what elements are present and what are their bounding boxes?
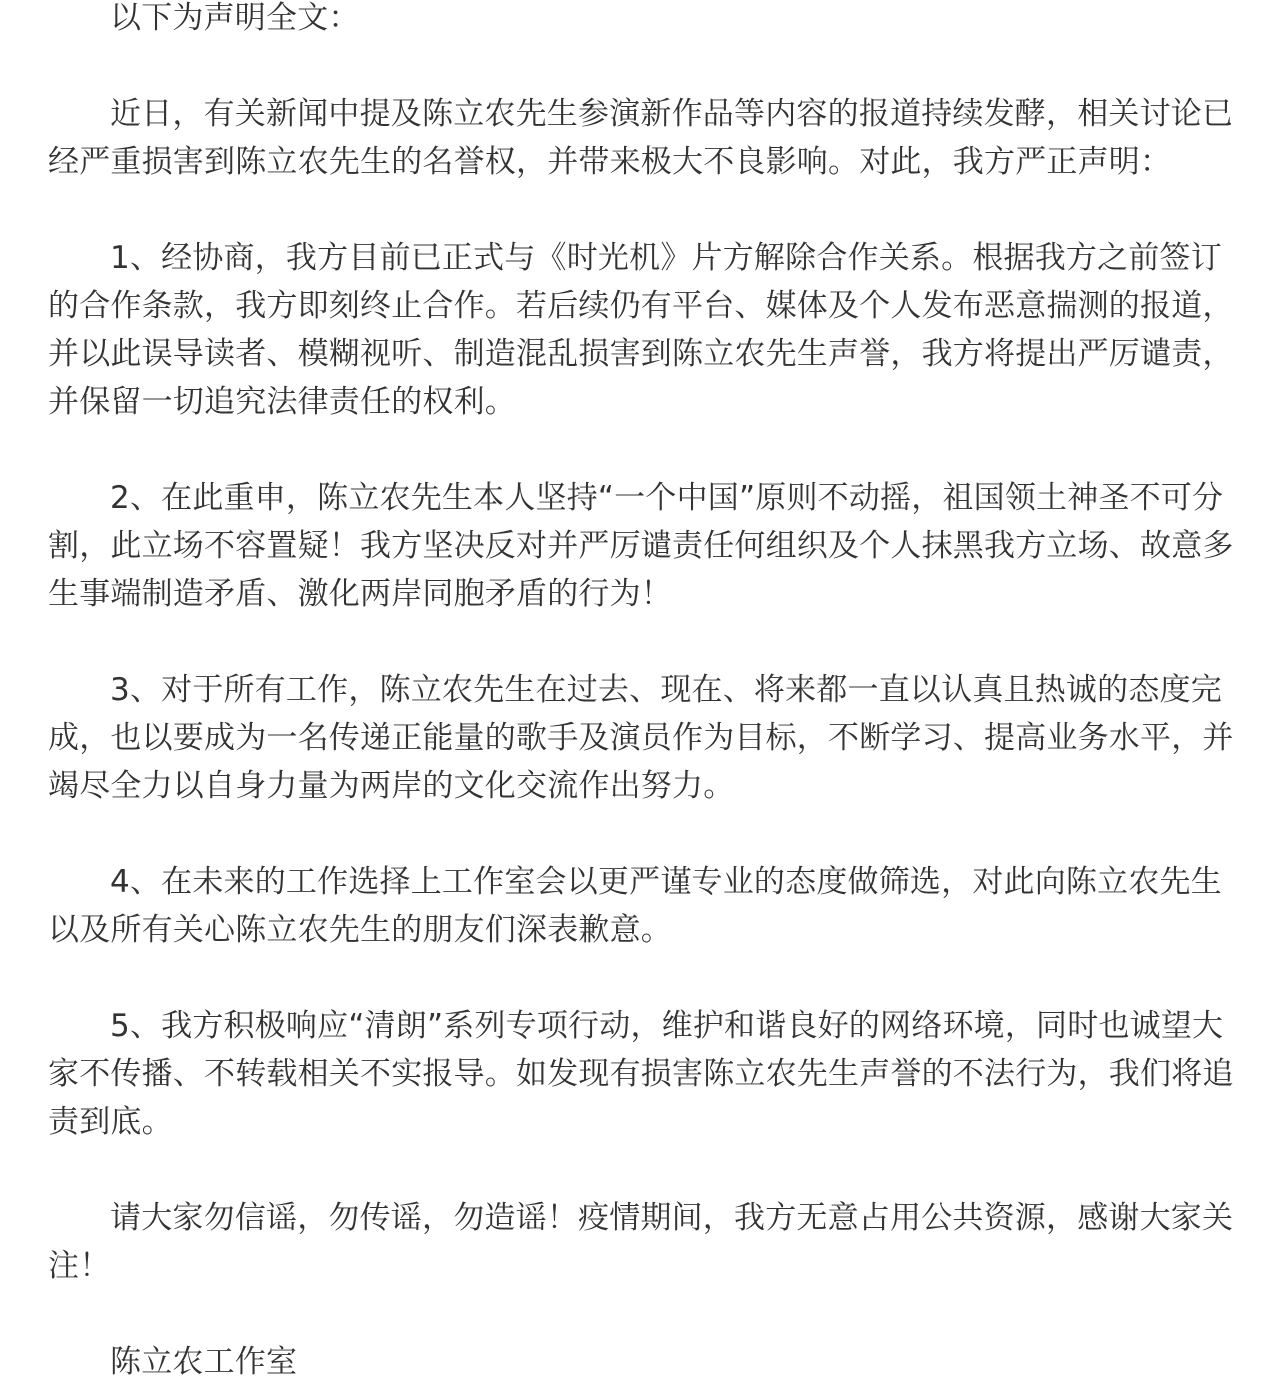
statement-paragraph-1: 1、经协商，我方目前已正式与《时光机》片方解除合作关系。根据我方之前签订的合作条款，我方即刻终止合作。若后续仍有平台、媒体及个人发布恶意揣测的报道，并以此误导读者、模糊视听、制造混乱损害到陈立农先生声誉，我方将提出严厉谴责，并保留一切追究法律责任的权利。 — [48, 240, 1234, 420]
statement-paragraph-opening: 近日，有关新闻中提及陈立农先生参演新作品等内容的报道持续发酵，相关讨论已经严重损害到陈立农先生的名誉权，并带来极大不良影响。对此，我方严正声明： — [48, 96, 1234, 180]
statement-intro: 以下为声明全文： — [110, 0, 360, 36]
statement-closing: 请大家勿信谣，勿传谣，勿造谣！疫情期间，我方无意占用公共资源，感谢大家关注！ — [48, 1200, 1234, 1284]
statement-paragraph-3: 3、对于所有工作，陈立农先生在过去、现在、将来都一直以认真且热诚的态度完成，也以要成为一名传递正能量的歌手及演员作为目标，不断学习、提高业务水平，并竭尽全力以自身力量为两岸的文化交流作出努力。 — [48, 672, 1234, 804]
statement-signature: 陈立农工作室 — [110, 1344, 298, 1380]
statement-paragraph-4: 4、在未来的工作选择上工作室会以更严谨专业的态度做筛选，对此向陈立农先生以及所有关心陈立农先生的朋友们深表歉意。 — [48, 864, 1222, 948]
statement-paragraph-5: 5、我方积极响应“清朗”系列专项行动，维护和谐良好的网络环境，同时也诚望大家不传播、不转载相关不实报导。如发现有损害陈立农先生声誉的不法行为，我们将追责到底。 — [48, 1008, 1234, 1140]
statement-paragraph-2: 2、在此重申，陈立农先生本人坚持“一个中国”原则不动摇，祖国领土神圣不可分割，此立场不容置疑！我方坚决反对并严厉谴责任何组织及个人抹黑我方立场、故意多生事端制造矛盾、激化两岸同胞矛盾的行为！ — [48, 480, 1234, 612]
